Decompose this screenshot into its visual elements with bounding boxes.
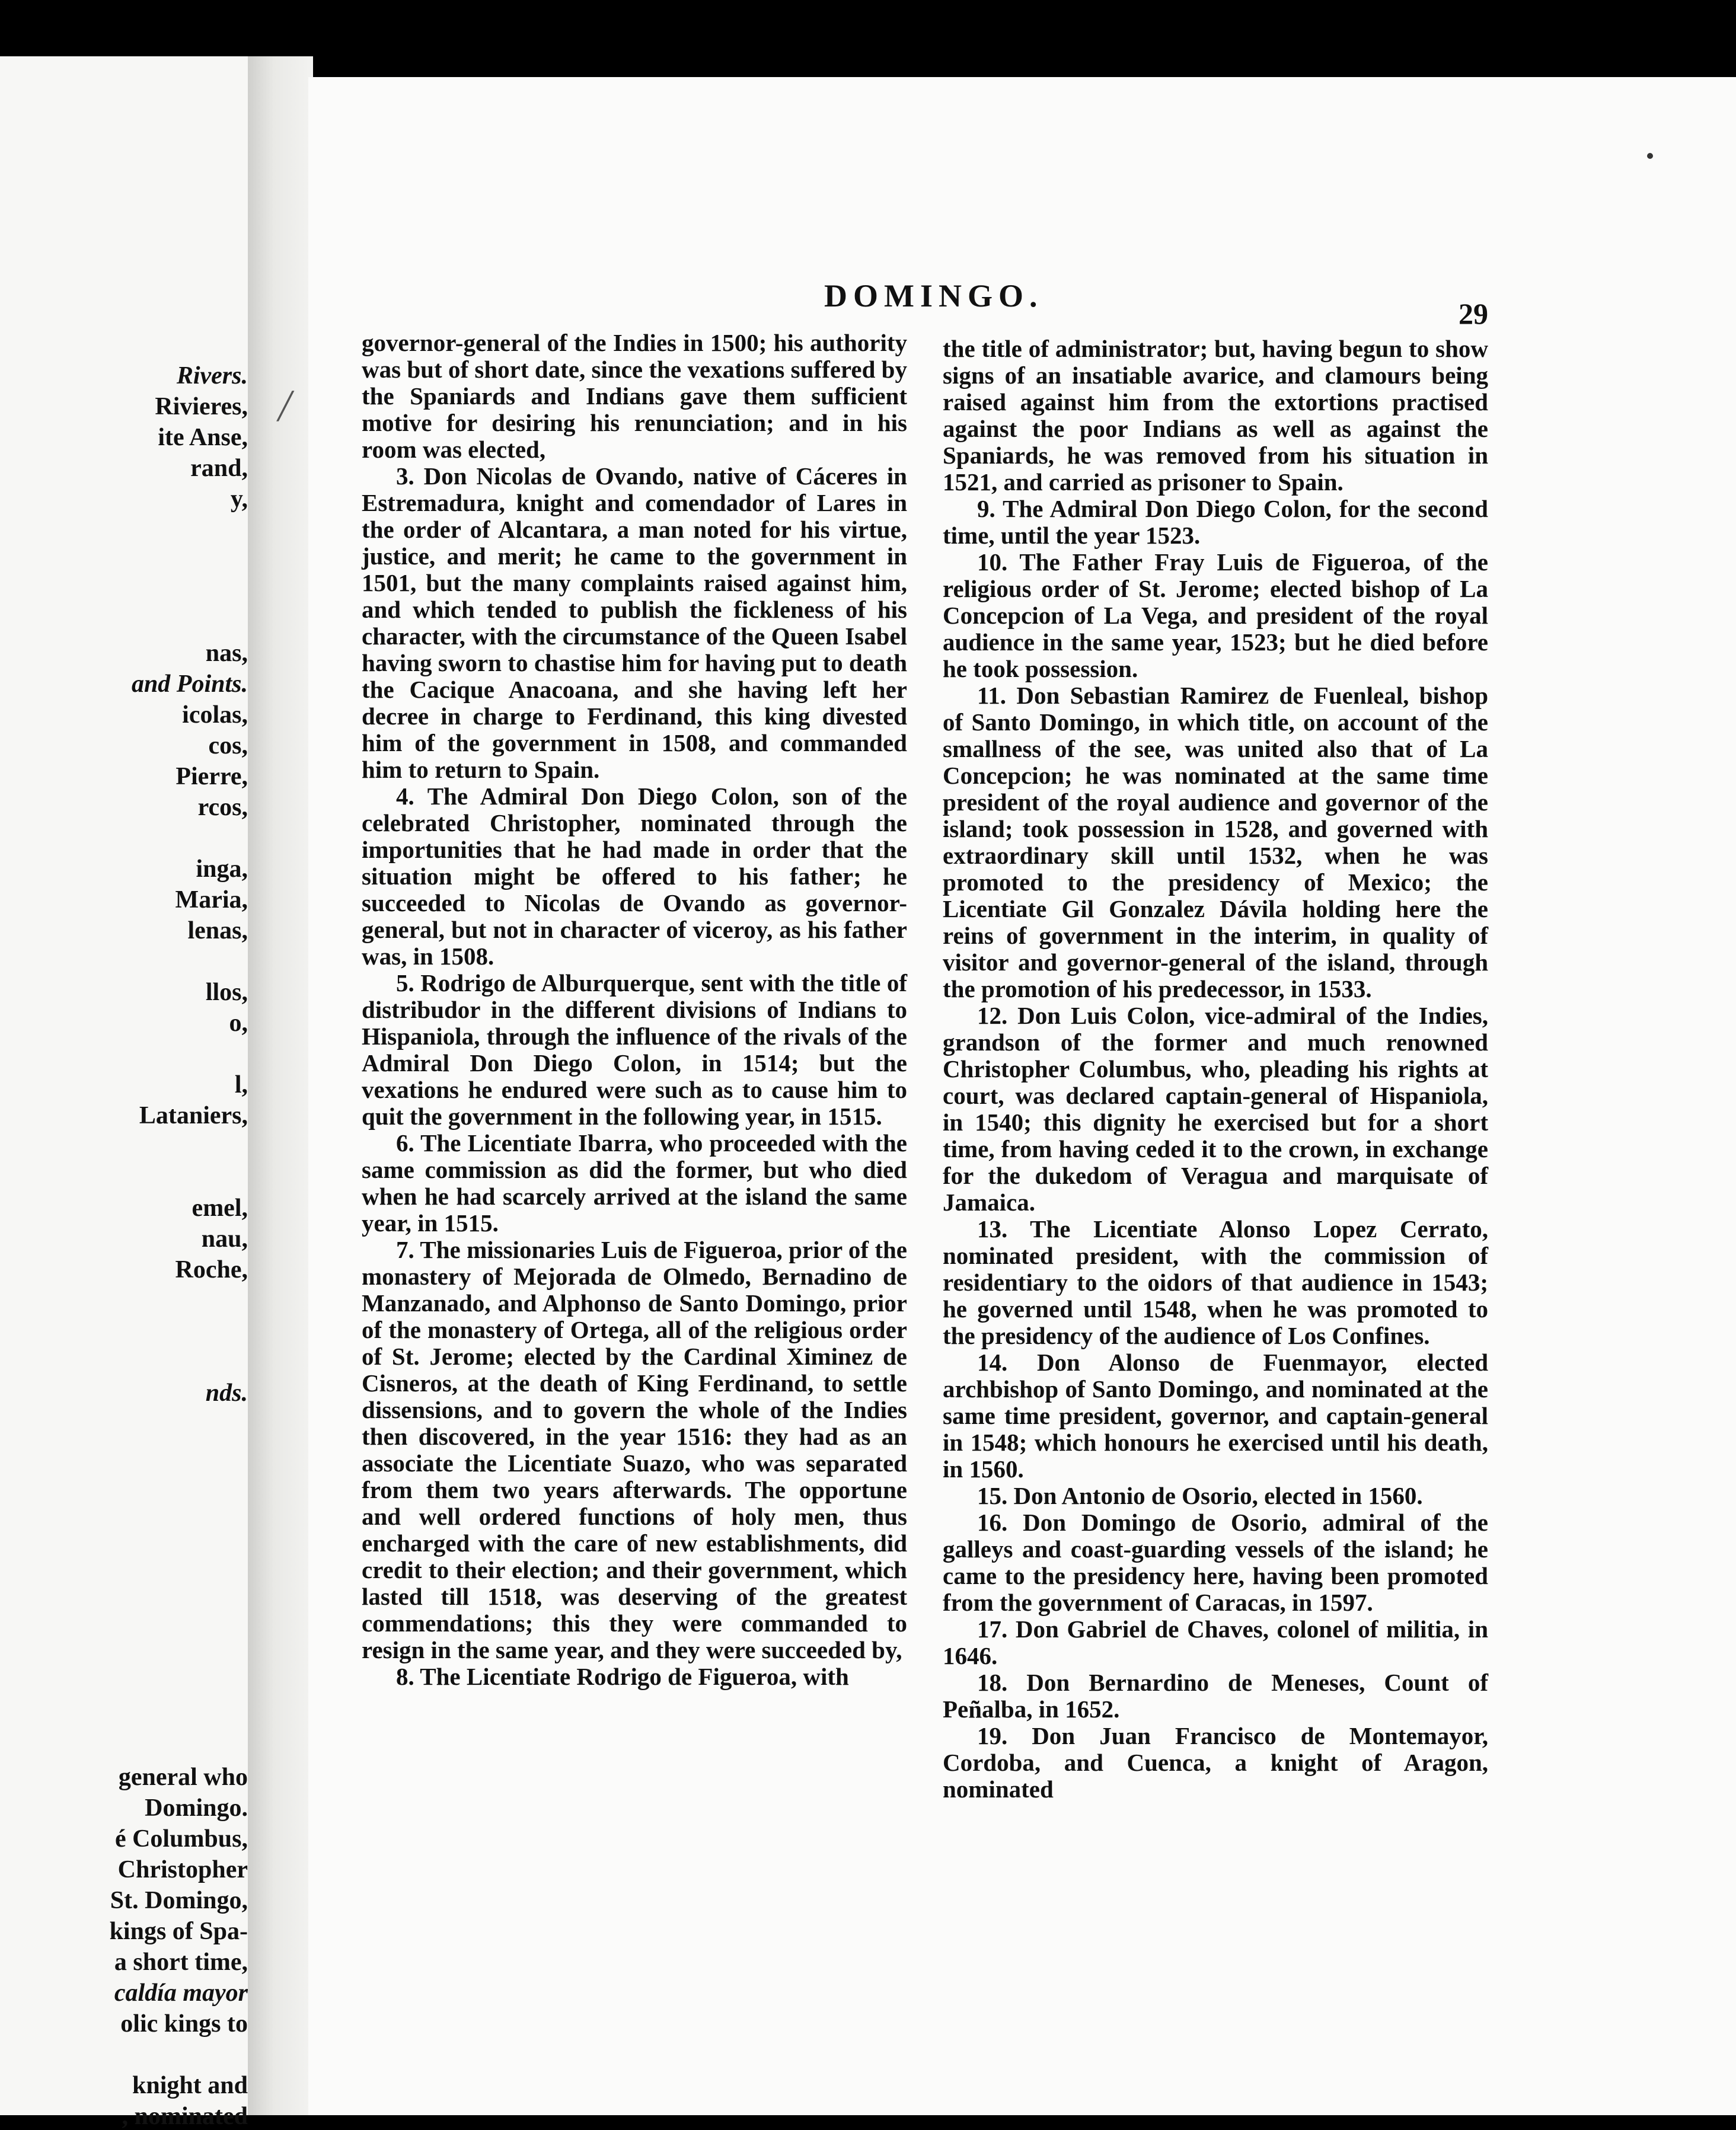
left-fragment: Domingo. <box>145 1794 248 1822</box>
paragraph: 3. Don Nicolas de Ovando, native of Cáceres in Estremadura, knight and comendador of Lares in the order of Alcantara, a man noted for his virtue, justice, and merit; he came to the government in 1501, but the many complaints raised against him, and which tended to publish the fickleness of his character, with the circumstance of the Queen Isabel having sworn to chastise him for having put to death the Cacique Anacoana, and she having left her decree in charge to Ferdinand, this king divested him of the government in 1508, and commanded him to return to Spain. <box>362 462 907 783</box>
left-fragment: o, <box>229 1010 248 1037</box>
left-fragment: rcos, <box>197 794 248 821</box>
left-fragment: é Columbus, <box>114 1825 248 1853</box>
book-gutter <box>248 56 313 2115</box>
left-fragment: rand, <box>190 455 248 482</box>
text-column-left <box>362 330 907 1690</box>
left-fragment: Pierre, <box>175 763 248 790</box>
paragraph: 10. The Father Fray Luis de Figueroa, of the religious order of St. Jerome; elected bishop of La Concepcion of La Vega, and president of the royal audience in the same year, 1523; but he died before he took possession. <box>943 548 1488 682</box>
left-fragment: inga, <box>196 855 248 883</box>
paragraph: 5. Rodrigo de Alburquerque, sent with the title of distribudor in the different divisions of Indians to Hispaniola, through the influence of the rivals of the Admiral Don Diego Colon, in 1514; but the vexations he endured were such as to cause him to quit the government in the following year, in 1515. <box>362 969 907 1130</box>
left-fragment: nau, <box>201 1225 248 1253</box>
left-fragment: Rivieres, <box>155 393 248 420</box>
left-fragment: a short time, <box>114 1949 248 1976</box>
left-fragment: icolas, <box>182 701 248 729</box>
left-fragment: knight and <box>132 2072 248 2099</box>
left-fragment: Christopher <box>117 1856 248 1883</box>
speck-mark <box>1647 153 1653 159</box>
paragraph: 6. The Licentiate Ibarra, who proceeded with the same commission as did the former, but who died when he had scarcely arrived at the island the same year, in 1515. <box>362 1129 907 1237</box>
paragraph: 19. Don Juan Francisco de Montemayor, Cordoba, and Cuenca, a knight of Aragon, nominated <box>943 1722 1488 1803</box>
left-fragment: nds. <box>205 1379 248 1407</box>
left-fragment: St. Domingo, <box>110 1887 248 1914</box>
running-title: DOMINGO. <box>824 278 1043 314</box>
left-fragment: nas, <box>205 640 248 667</box>
text-column-right <box>943 336 1488 1803</box>
left-fragment: l, <box>234 1071 248 1098</box>
paragraph: 4. The Admiral Don Diego Colon, son of the celebrated Christopher, nominated through the importunities that he had made in order that the situation might be offered to his father; he succeeded to Nicolas de Ovando as governor-general, but not in character of viceroy, as his father was, in 1508. <box>362 783 907 970</box>
page-number: 29 <box>1459 297 1488 330</box>
left-fragment: olic kings to <box>120 2010 248 2038</box>
left-fragment: and Points. <box>131 670 248 698</box>
left-fragment: kings of Spa- <box>109 1918 248 1945</box>
left-fragment: llos, <box>205 979 248 1006</box>
paragraph: the title of administrator; but, having begun to show signs of an insatiable avarice, and clamours being raised against him from the extortions practised against the poor Indians as well as against the Spaniards, he was removed from his situation in 1521, and carried as prisoner to Spain. <box>943 335 1488 496</box>
margin-mark: ╱ <box>277 392 293 421</box>
paragraph: 11. Don Sebastian Ramirez de Fuenleal, bishop of Santo Domingo, in which title, on account of the smallness of the see, was united also that of La Concepcion; he was nominated at the same time president of the royal audience and governor of the island; took possession in 1528, and governed with extraordinary skill until 1532, when he was promoted to the presidency of Mexico; the Licentiate Gil Gonzalez Dávila holding here the reins of government in the interim, in quality of visitor and governor-general of the island, through the promotion of his predecessor, in 1533. <box>943 682 1488 1002</box>
left-fragment: lenas, <box>187 917 248 944</box>
left-fragment: Rivers. <box>176 362 248 389</box>
paragraph: 18. Don Bernardino de Meneses, Count of Peñalba, in 1652. <box>943 1669 1488 1723</box>
left-fragment: Roche, <box>175 1256 248 1283</box>
paragraph: 14. Don Alonso de Fuenmayor, elected archbishop of Santo Domingo, and nominated at the same time president, governor, and captain-general in 1548; which honours he exercised until his death, in 1560. <box>943 1349 1488 1483</box>
paragraph: 7. The missionaries Luis de Figueroa, prior of the monastery of Mejorada de Olmedo, Bernadino de Manzanado, and Alphonso de Santo Domingo, prior of the monastery of Ortega, all of the religious order of St. Jerome; elected by the Cardinal Ximinez de Cisneros, at the death of King Ferdinand, to settle dissensions, and to govern the whole of the Indies then discovered, in the year 1516: they had as an associate the Licentiate Suazo, who was separated from them two years afterwards. The opportune and well ordered functions of holy men, thus encharged with the care of new establishments, did credit to their election; and their government, which lasted till 1518, was deserving of the greatest commendations; this they were commanded to resign in the same year, and they were succeeded by, <box>362 1236 907 1663</box>
left-page-fragments <box>0 56 248 2130</box>
paragraph: 16. Don Domingo de Osorio, admiral of the galleys and coast-guarding vessels of the island; he came to the presidency here, having been promoted from the government of Caracas, in 1597. <box>943 1509 1488 1616</box>
left-fragment: Lataniers, <box>139 1102 248 1129</box>
paragraph: 9. The Admiral Don Diego Colon, for the second time, until the year 1523. <box>943 495 1488 549</box>
paragraph: 15. Don Antonio de Osorio, elected in 1560. <box>977 1482 1423 1509</box>
left-page <box>0 56 248 2130</box>
left-fragment: cos, <box>208 732 248 759</box>
paragraph: 13. The Licentiate Alonso Lopez Cerrato, nominated president, with the commission of residentiary to the oidors of that audience in 1543; he governed until 1548, when he was promoted to the presidency of the audience of Los Confines. <box>943 1215 1488 1349</box>
paragraph: 8. The Licentiate Rodrigo de Figueroa, with <box>396 1663 849 1690</box>
left-fragment: y, <box>230 486 248 513</box>
left-fragment: general who <box>118 1764 248 1791</box>
paragraph: 17. Don Gabriel de Chaves, colonel of militia, in 1646. <box>943 1615 1488 1669</box>
paragraph: governor-general of the Indies in 1500; his authority was but of short date, since the vexations suffered by the Spaniards and Indians gave them sufficient motive for desiring his renunciation; and in his room was elected, <box>362 329 907 463</box>
left-fragment: emel, <box>192 1195 248 1222</box>
left-fragment: caldía mayor <box>114 1979 248 2007</box>
left-fragment: ite Anse, <box>158 424 248 451</box>
left-fragment: , nominated <box>122 2103 248 2130</box>
left-fragment: Maria, <box>175 886 248 914</box>
paragraph: 12. Don Luis Colon, vice-admiral of the Indies, grandson of the former and much renowned Christopher Columbus, who, pleading his rights at court, was declared captain-general of Hispaniola, in 1540; this dignity he exercised but for a short time, from having ceded it to the crown, in exchange for the dukedom of Veragua and marquisate of Jamaica. <box>943 1002 1488 1216</box>
